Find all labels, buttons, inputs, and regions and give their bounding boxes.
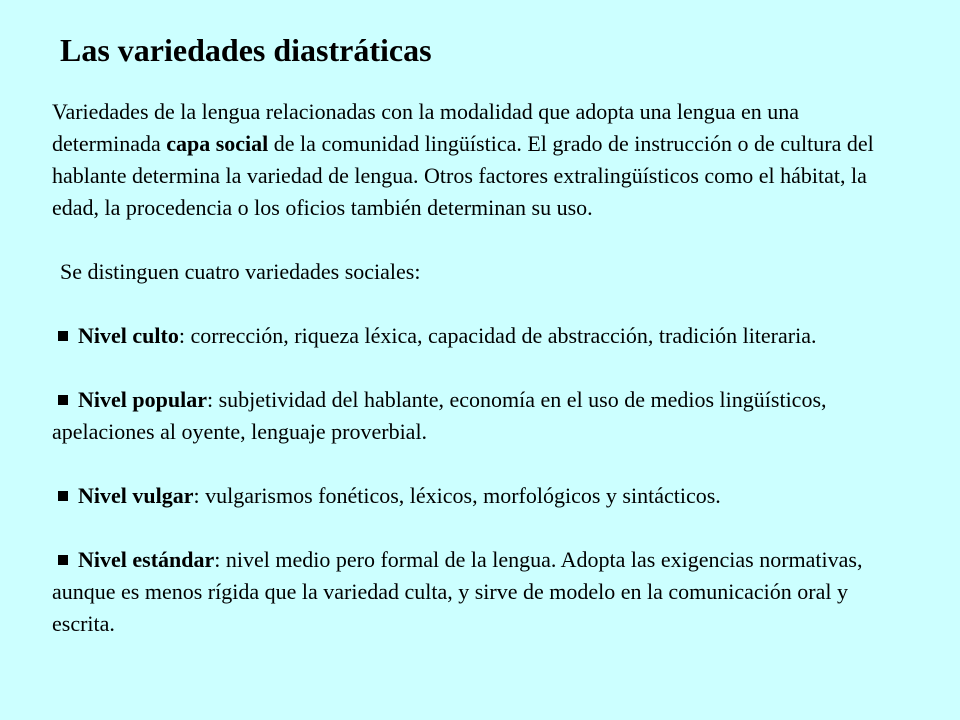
square-bullet-icon	[58, 395, 68, 405]
intro-text-part1: Variedades de la lengua relacionadas con la modalidad que adopta una lengua en una determinada	[52, 99, 800, 156]
level-item-popular	[52, 384, 912, 448]
intro-bold-term: capa social	[166, 131, 269, 156]
spacer	[52, 512, 912, 544]
spacer	[52, 224, 912, 256]
level-item-estandar	[52, 544, 912, 640]
level-name: Nivel culto	[78, 323, 179, 348]
intro-paragraph	[52, 96, 912, 224]
level-description: : vulgarismos fonéticos, léxicos, morfológicos y sintácticos.	[193, 483, 721, 508]
level-name: Nivel estándar	[78, 547, 215, 572]
level-name: Nivel vulgar	[78, 483, 194, 508]
level-description: : nivel medio pero formal de la lengua. Adopta las exigencias normativas, aunque es menos rígida que la variedad culta, y sirve de modelo en la comunicación oral y escrita.	[52, 547, 863, 636]
square-bullet-icon	[58, 331, 68, 341]
level-description: : corrección, riqueza léxica, capacidad de abstracción, tradición literaria.	[178, 323, 817, 348]
slide-body	[52, 96, 912, 640]
level-item-vulgar	[52, 480, 912, 512]
level-name: Nivel popular	[78, 387, 207, 412]
level-description: : subjetividad del hablante, economía en el uso de medios lingüísticos, apelaciones al oyente, lenguaje proverbial.	[52, 387, 827, 444]
square-bullet-icon	[58, 555, 68, 565]
subheading: Se distinguen cuatro variedades sociales:	[60, 259, 421, 284]
spacer	[52, 448, 912, 480]
intro-text-part2: de la comunidad lingüística. El grado de instrucción o de cultura del hablante determina la variedad de lengua. Otros factores extralingüísticos como el hábitat, la edad, la procedencia o los oficios también determinan su uso.	[52, 131, 874, 220]
square-bullet-icon	[58, 491, 68, 501]
spacer	[52, 352, 912, 384]
slide-title: Las variedades diastráticas	[60, 32, 432, 68]
level-item-culto	[52, 320, 912, 352]
spacer	[52, 288, 912, 320]
